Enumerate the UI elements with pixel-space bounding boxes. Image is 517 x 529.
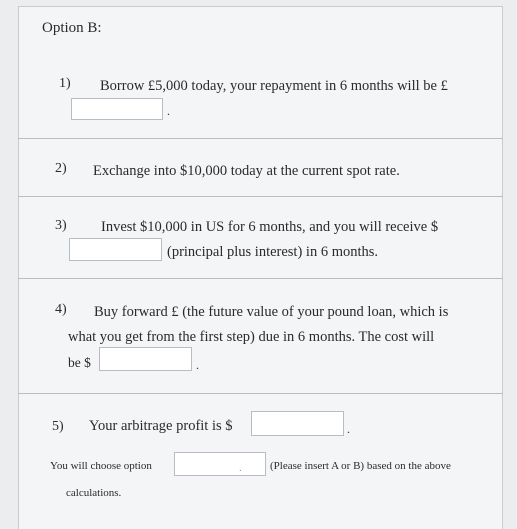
divider-2 bbox=[18, 196, 503, 197]
choice-answer-input[interactable] bbox=[174, 452, 266, 476]
choice-continuation: calculations. bbox=[66, 487, 122, 499]
choice-text: You will choose option bbox=[50, 460, 152, 472]
q3-text: Invest $10,000 in US for 6 months, and you will receive $ bbox=[101, 219, 439, 235]
q2-number: 2) bbox=[55, 161, 67, 176]
q1-answer-input[interactable] bbox=[71, 98, 163, 120]
divider-1 bbox=[18, 138, 503, 139]
q3-number: 3) bbox=[55, 218, 67, 233]
q5-number: 5) bbox=[52, 419, 64, 434]
q4-line1: Buy forward £ (the future value of your pound loan, which is bbox=[94, 304, 449, 320]
q3-answer-input[interactable] bbox=[69, 238, 162, 261]
q1-period: . bbox=[167, 104, 170, 118]
q5-answer-input[interactable] bbox=[251, 411, 344, 436]
q4-number: 4) bbox=[55, 302, 67, 317]
q5-text: Your arbitrage profit is $ bbox=[89, 418, 233, 434]
choice-period: . bbox=[239, 462, 242, 474]
q5-period: . bbox=[347, 422, 350, 436]
q4-prefix: be $ bbox=[68, 355, 91, 370]
divider-4 bbox=[18, 393, 503, 394]
divider-3 bbox=[18, 278, 503, 279]
q1-text: Borrow £5,000 today, your repayment in 6 months will be £ bbox=[100, 78, 448, 94]
choice-note: (Please insert A or B) based on the above bbox=[270, 460, 451, 472]
q3-continuation: (principal plus interest) in 6 months. bbox=[167, 244, 379, 260]
q2-text: Exchange into $10,000 today at the current spot rate. bbox=[93, 163, 400, 179]
q4-answer-input[interactable] bbox=[99, 347, 192, 371]
option-header: Option B: bbox=[42, 20, 102, 36]
q1-number: 1) bbox=[59, 76, 71, 91]
q4-period: . bbox=[196, 358, 199, 372]
q4-line2: what you get from the first step) due in 6 months. The cost will bbox=[68, 329, 435, 345]
